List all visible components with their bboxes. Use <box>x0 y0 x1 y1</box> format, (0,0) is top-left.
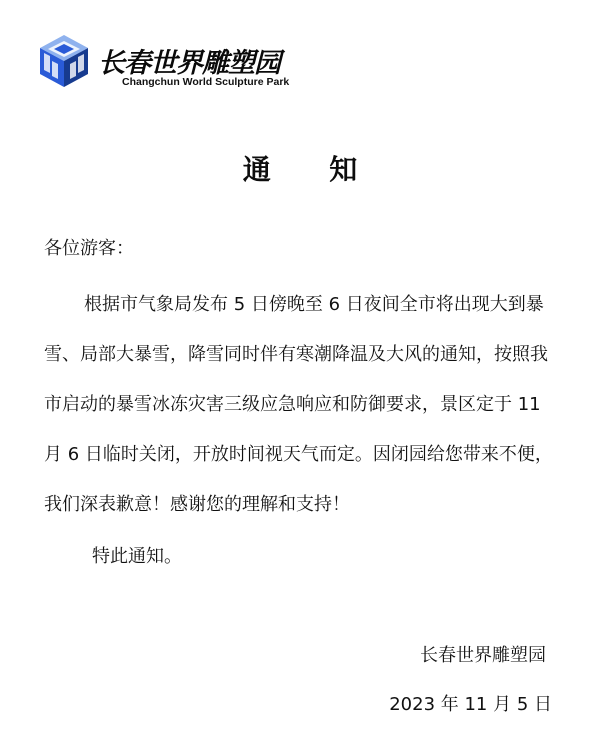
park-name-chinese: 长春世界雕塑园 <box>98 48 280 79</box>
body-line: 根据市气象局发布 5 日傍晚至 6 日夜间全市将出现大到暴 <box>84 294 544 315</box>
salutation: 各位游客： <box>44 238 134 259</box>
body-line: 市启动的暴雪冰冻灾害三级应急响应和防御要求，景区定于 11 <box>44 394 541 415</box>
signature: 长春世界雕塑园 <box>420 645 546 666</box>
body-line: 雪、局部大暴雪，降雪同时伴有寒潮降温及大风的通知，按照我 <box>44 344 548 365</box>
park-name-english: Changchun World Sculpture Park <box>122 76 290 88</box>
cube-logo-icon <box>36 33 92 89</box>
body-line: 我们深表歉意！感谢您的理解和支持！ <box>44 494 350 515</box>
notice-title: 通 知 <box>242 153 358 186</box>
closing-remark: 特此通知。 <box>92 546 182 567</box>
notice-date: 2023 年 11 月 5 日 <box>389 694 552 715</box>
body-line: 月 6 日临时关闭，开放时间视天气而定。因闭园给您带来不便， <box>44 444 553 465</box>
park-logo <box>36 33 290 93</box>
